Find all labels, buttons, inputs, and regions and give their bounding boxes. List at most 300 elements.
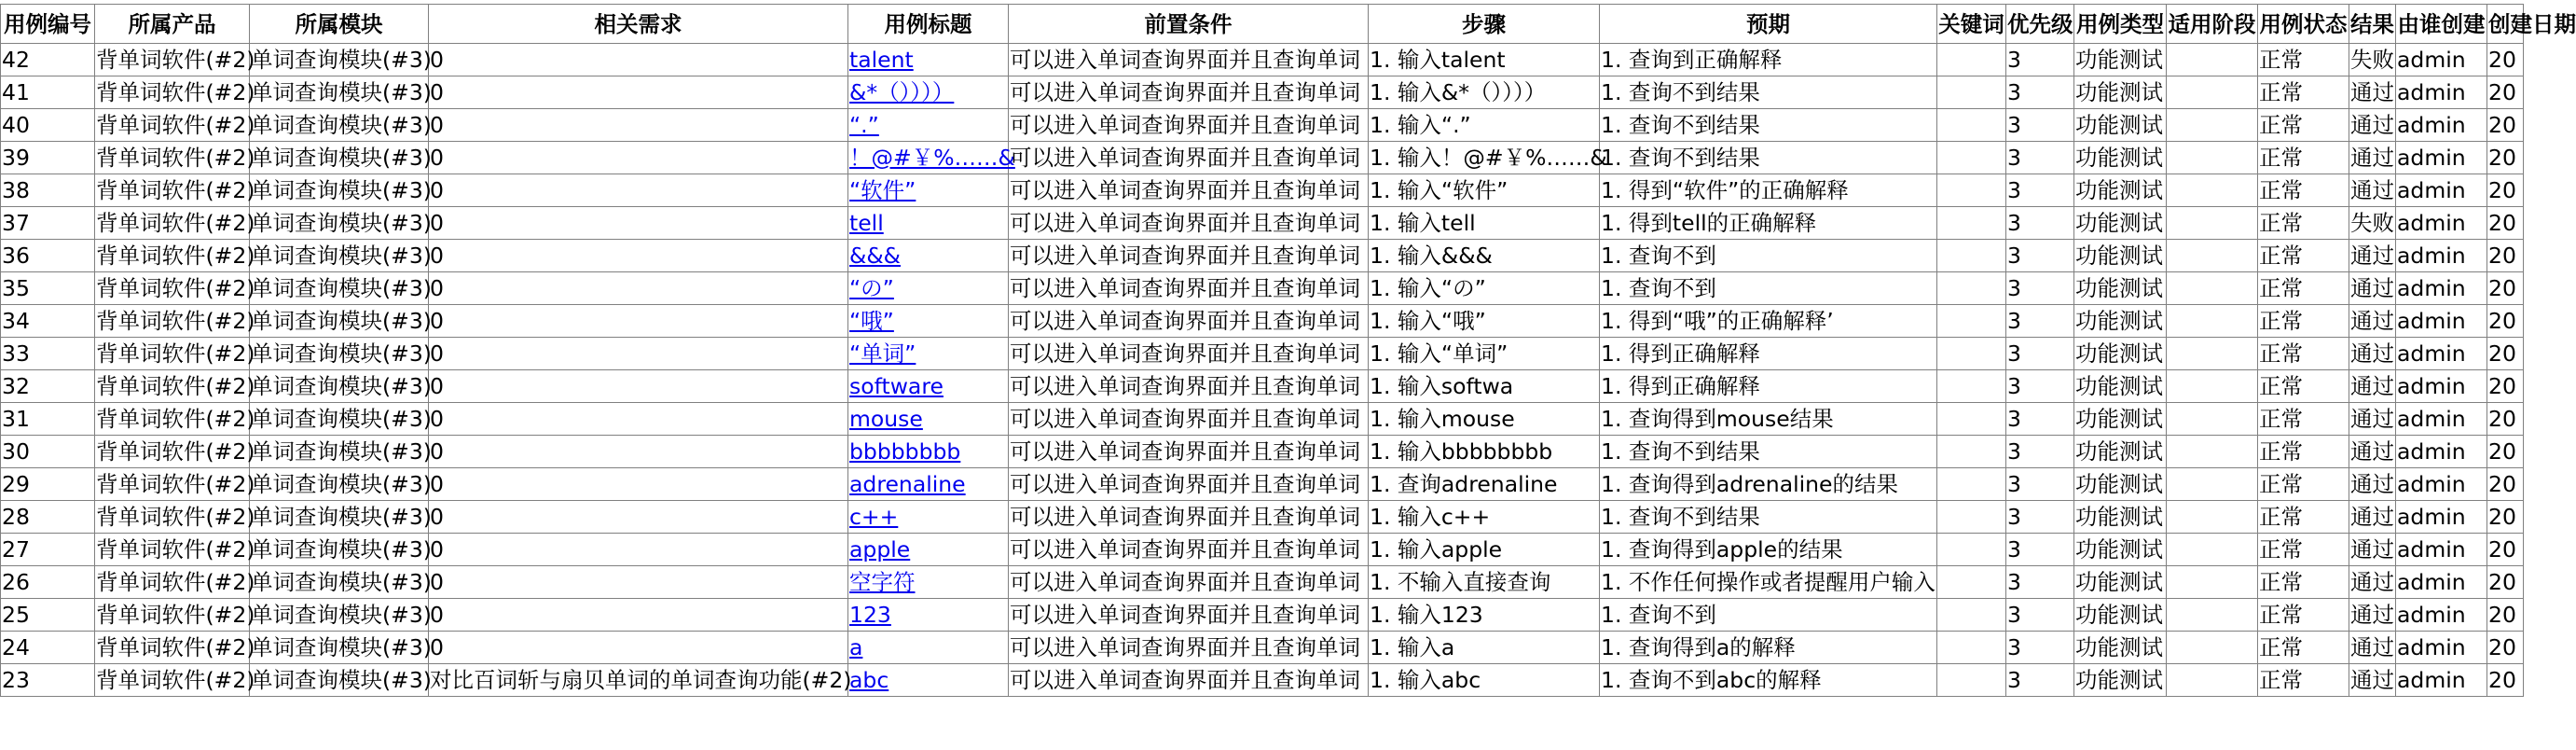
table-row [1,272,2524,305]
cell-case-id: 42 [1,44,95,76]
header-case-status[interactable]: 用例状态 [2258,5,2349,44]
cell-expected: 1. 得到“软件”的正确解释 [1600,174,1937,207]
case-title-link[interactable]: “の” [849,275,894,301]
cell-precondition: 可以进入单词查询界面并且查询单词 [1009,468,1369,501]
table-row [1,534,2524,566]
cell-case-status: 正常 [2258,599,2349,632]
cell-case-type: 功能测试 [2074,501,2167,534]
cell-created-date: 20 [2487,599,2524,632]
cell-steps: 1. 输入&*（）））） [1369,76,1600,109]
cell-created-date: 20 [2487,207,2524,240]
cell-requirement: 0 [429,272,848,305]
cell-stage [2167,632,2258,664]
cell-precondition: 可以进入单词查询界面并且查询单词 [1009,338,1369,370]
cell-case-status: 正常 [2258,76,2349,109]
cell-steps: 1. 输入abc [1369,664,1600,697]
table-row [1,403,2524,436]
cell-precondition: 可以进入单词查询界面并且查询单词 [1009,44,1369,76]
cell-module: 单词查询模块(#3) [250,370,429,403]
cell-precondition: 可以进入单词查询界面并且查询单词 [1009,76,1369,109]
case-title-link[interactable]: “.” [849,112,879,138]
case-title-link[interactable]: talent [849,47,914,73]
cell-case-id: 31 [1,403,95,436]
cell-steps: 1. 输入tell [1369,207,1600,240]
cell-created-by: admin [2396,632,2487,664]
case-title-link[interactable]: &*（）））） [849,79,955,105]
cell-priority: 3 [2006,632,2074,664]
cell-case-id: 28 [1,501,95,534]
cell-created-by: admin [2396,272,2487,305]
cell-case-title [848,566,1009,599]
cell-requirement: 0 [429,436,848,468]
cell-priority: 3 [2006,240,2074,272]
table-row [1,599,2524,632]
cell-steps: 1. 输入“软件” [1369,174,1600,207]
cell-priority: 3 [2006,599,2074,632]
cell-created-by: admin [2396,109,2487,142]
header-keywords[interactable]: 关键词 [1937,5,2006,44]
cell-stage [2167,468,2258,501]
table-row [1,436,2524,468]
header-expected[interactable]: 预期 [1600,5,1937,44]
cell-requirement: 0 [429,403,848,436]
cell-case-id: 26 [1,566,95,599]
cell-created-by: admin [2396,599,2487,632]
cell-stage [2167,109,2258,142]
cell-case-type: 功能测试 [2074,403,2167,436]
cell-stage [2167,142,2258,174]
header-precondition[interactable]: 前置条件 [1009,5,1369,44]
cell-case-status: 正常 [2258,142,2349,174]
cell-steps: 1. 不输入直接查询 [1369,566,1600,599]
table-row [1,305,2524,338]
cell-priority: 3 [2006,142,2074,174]
cell-case-status: 正常 [2258,305,2349,338]
cell-module: 单词查询模块(#3) [250,142,429,174]
cell-case-title [848,272,1009,305]
cell-created-date: 20 [2487,403,2524,436]
cell-priority: 3 [2006,403,2074,436]
table-row [1,142,2524,174]
case-title-link[interactable]: abc [849,667,889,693]
cell-created-date: 20 [2487,632,2524,664]
cell-case-status: 正常 [2258,370,2349,403]
cell-module: 单词查询模块(#3) [250,76,429,109]
cell-expected: 1. 查询不到结果 [1600,76,1937,109]
cell-stage [2167,599,2258,632]
cell-case-status: 正常 [2258,44,2349,76]
cell-expected: 1. 查询不到结果 [1600,142,1937,174]
cell-product: 背单词软件(#2) [95,76,250,109]
cell-steps: 1. 输入&&& [1369,240,1600,272]
cell-case-id: 30 [1,436,95,468]
cell-case-type: 功能测试 [2074,436,2167,468]
cell-stage [2167,76,2258,109]
cell-created-by: admin [2396,534,2487,566]
cell-case-title [848,534,1009,566]
cell-result: 通过 [2349,436,2396,468]
cell-expected: 1. 得到正确解释 [1600,338,1937,370]
case-title-link[interactable]: tell [849,210,884,236]
header-created-date[interactable]: 创建日期 [2487,5,2524,44]
cell-product: 背单词软件(#2) [95,305,250,338]
table-row [1,109,2524,142]
cell-steps: 1. 输入a [1369,632,1600,664]
case-title-link[interactable]: a [849,634,863,660]
cell-case-id: 23 [1,664,95,697]
cell-precondition: 可以进入单词查询界面并且查询单词 [1009,664,1369,697]
cell-precondition: 可以进入单词查询界面并且查询单词 [1009,174,1369,207]
cell-keywords [1937,109,2006,142]
cell-stage [2167,174,2258,207]
cell-product: 背单词软件(#2) [95,272,250,305]
cell-precondition: 可以进入单词查询界面并且查询单词 [1009,403,1369,436]
case-title-link[interactable]: “单词” [849,340,916,367]
cell-expected: 1. 查询得到apple的结果 [1600,534,1937,566]
cell-product: 背单词软件(#2) [95,207,250,240]
cell-requirement: 0 [429,468,848,501]
cell-keywords [1937,76,2006,109]
testcase-table [0,4,2576,697]
cell-result: 失败 [2349,44,2396,76]
cell-case-type: 功能测试 [2074,566,2167,599]
table-row [1,338,2524,370]
cell-created-by: admin [2396,664,2487,697]
cell-case-status: 正常 [2258,338,2349,370]
cell-case-id: 34 [1,305,95,338]
table-row [1,44,2524,76]
cell-priority: 3 [2006,370,2074,403]
cell-product: 背单词软件(#2) [95,174,250,207]
cell-created-date: 20 [2487,109,2524,142]
cell-created-by: admin [2396,501,2487,534]
cell-requirement: 0 [429,240,848,272]
cell-requirement: 对比百词斩与扇贝单词的单词查询功能(#2) [429,664,848,697]
cell-keywords [1937,632,2006,664]
header-result[interactable]: 结果 [2349,5,2396,44]
cell-expected: 1. 查询得到mouse结果 [1600,403,1937,436]
cell-keywords [1937,403,2006,436]
cell-steps: 1. 输入bbbbbbbb [1369,436,1600,468]
table-row [1,501,2524,534]
cell-result: 通过 [2349,305,2396,338]
cell-case-type: 功能测试 [2074,272,2167,305]
cell-case-id: 36 [1,240,95,272]
cell-keywords [1937,207,2006,240]
cell-result: 通过 [2349,109,2396,142]
cell-case-id: 32 [1,370,95,403]
header-stage[interactable]: 适用阶段 [2167,5,2258,44]
case-title-link[interactable]: &&& [849,243,901,269]
cell-case-title [848,370,1009,403]
cell-case-id: 37 [1,207,95,240]
cell-priority: 3 [2006,468,2074,501]
cell-created-date: 20 [2487,305,2524,338]
cell-result: 通过 [2349,272,2396,305]
cell-created-by: admin [2396,436,2487,468]
cell-module: 单词查询模块(#3) [250,566,429,599]
cell-module: 单词查询模块(#3) [250,436,429,468]
cell-case-type: 功能测试 [2074,76,2167,109]
cell-result: 通过 [2349,142,2396,174]
cell-case-type: 功能测试 [2074,370,2167,403]
cell-module: 单词查询模块(#3) [250,44,429,76]
cell-case-title [848,468,1009,501]
table-header-row [1,5,2524,44]
cell-module: 单词查询模块(#3) [250,501,429,534]
case-title-link[interactable]: c++ [849,504,899,530]
cell-result: 通过 [2349,468,2396,501]
cell-case-id: 27 [1,534,95,566]
cell-result: 通过 [2349,534,2396,566]
case-title-link[interactable]: 空字符 [849,569,916,595]
header-requirement[interactable]: 相关需求 [429,5,848,44]
cell-keywords [1937,468,2006,501]
cell-steps: 1. 查询adrenaline [1369,468,1600,501]
cell-requirement: 0 [429,501,848,534]
cell-result: 通过 [2349,632,2396,664]
case-title-link[interactable]: software [849,373,944,399]
cell-steps: 1. 输入apple [1369,534,1600,566]
cell-expected: 1. 查询不到 [1600,272,1937,305]
cell-precondition: 可以进入单词查询界面并且查询单词 [1009,534,1369,566]
cell-created-by: admin [2396,566,2487,599]
cell-case-title [848,436,1009,468]
cell-created-date: 20 [2487,44,2524,76]
cell-result: 通过 [2349,599,2396,632]
cell-created-date: 20 [2487,566,2524,599]
cell-case-title [848,44,1009,76]
cell-case-title [848,207,1009,240]
header-product[interactable]: 所属产品 [95,5,250,44]
cell-expected: 1. 得到“哦”的正确解释’ [1600,305,1937,338]
cell-priority: 3 [2006,534,2074,566]
cell-requirement: 0 [429,142,848,174]
cell-keywords [1937,174,2006,207]
cell-requirement: 0 [429,44,848,76]
cell-module: 单词查询模块(#3) [250,403,429,436]
cell-module: 单词查询模块(#3) [250,305,429,338]
cell-created-by: admin [2396,142,2487,174]
cell-steps: 1. 输入softwa [1369,370,1600,403]
cell-module: 单词查询模块(#3) [250,272,429,305]
cell-case-id: 25 [1,599,95,632]
cell-product: 背单词软件(#2) [95,370,250,403]
cell-precondition: 可以进入单词查询界面并且查询单词 [1009,501,1369,534]
cell-stage [2167,338,2258,370]
cell-case-status: 正常 [2258,109,2349,142]
cell-result: 通过 [2349,338,2396,370]
cell-precondition: 可以进入单词查询界面并且查询单词 [1009,305,1369,338]
cell-steps: 1. 输入“哦” [1369,305,1600,338]
cell-created-by: admin [2396,305,2487,338]
cell-result: 通过 [2349,403,2396,436]
cell-created-date: 20 [2487,468,2524,501]
cell-module: 单词查询模块(#3) [250,174,429,207]
cell-priority: 3 [2006,207,2074,240]
cell-keywords [1937,501,2006,534]
cell-created-date: 20 [2487,338,2524,370]
cell-case-type: 功能测试 [2074,599,2167,632]
cell-case-status: 正常 [2258,632,2349,664]
table-body [1,44,2524,697]
cell-precondition: 可以进入单词查询界面并且查询单词 [1009,436,1369,468]
cell-stage [2167,436,2258,468]
cell-stage [2167,534,2258,566]
cell-requirement: 0 [429,566,848,599]
cell-stage [2167,566,2258,599]
cell-precondition: 可以进入单词查询界面并且查询单词 [1009,566,1369,599]
cell-product: 背单词软件(#2) [95,566,250,599]
cell-product: 背单词软件(#2) [95,338,250,370]
cell-expected: 1. 查询不到结果 [1600,501,1937,534]
cell-product: 背单词软件(#2) [95,240,250,272]
cell-case-status: 正常 [2258,664,2349,697]
cell-created-by: admin [2396,338,2487,370]
cell-steps: 1. 输入！@#￥%……& [1369,142,1600,174]
cell-module: 单词查询模块(#3) [250,664,429,697]
cell-result: 失败 [2349,207,2396,240]
case-title-link[interactable]: 123 [849,602,891,628]
cell-created-by: admin [2396,403,2487,436]
cell-precondition: 可以进入单词查询界面并且查询单词 [1009,599,1369,632]
cell-expected: 1. 查询到正确解释 [1600,44,1937,76]
cell-priority: 3 [2006,109,2074,142]
cell-priority: 3 [2006,436,2074,468]
cell-precondition: 可以进入单词查询界面并且查询单词 [1009,240,1369,272]
cell-case-id: 35 [1,272,95,305]
header-created-by[interactable]: 由谁创建 [2396,5,2487,44]
cell-created-date: 20 [2487,664,2524,697]
table-row [1,664,2524,697]
cell-stage [2167,403,2258,436]
cell-case-id: 29 [1,468,95,501]
cell-expected: 1. 查询不到 [1600,599,1937,632]
cell-expected: 1. 查询得到adrenaline的结果 [1600,468,1937,501]
table-row [1,566,2524,599]
cell-created-by: admin [2396,207,2487,240]
cell-priority: 3 [2006,501,2074,534]
cell-precondition: 可以进入单词查询界面并且查询单词 [1009,632,1369,664]
cell-created-by: admin [2396,468,2487,501]
cell-product: 背单词软件(#2) [95,534,250,566]
header-case-id[interactable]: 用例编号 [1,5,95,44]
header-module[interactable]: 所属模块 [250,5,429,44]
cell-requirement: 0 [429,76,848,109]
cell-case-status: 正常 [2258,240,2349,272]
cell-keywords [1937,599,2006,632]
header-case-type[interactable]: 用例类型 [2074,5,2167,44]
cell-keywords [1937,436,2006,468]
cell-keywords [1937,664,2006,697]
cell-requirement: 0 [429,207,848,240]
cell-module: 单词查询模块(#3) [250,534,429,566]
header-steps[interactable]: 步骤 [1369,5,1600,44]
cell-expected: 1. 不作任何操作或者提醒用户输入 [1600,566,1937,599]
cell-case-status: 正常 [2258,501,2349,534]
cell-expected: 1. 查询不到abc的解释 [1600,664,1937,697]
cell-priority: 3 [2006,305,2074,338]
case-title-link[interactable]: “软件” [849,177,916,203]
cell-created-date: 20 [2487,534,2524,566]
cell-keywords [1937,534,2006,566]
cell-expected: 1. 查询不到结果 [1600,109,1937,142]
cell-case-title [848,501,1009,534]
cell-module: 单词查询模块(#3) [250,338,429,370]
cell-precondition: 可以进入单词查询界面并且查询单词 [1009,142,1369,174]
cell-stage [2167,240,2258,272]
cell-expected: 1. 查询不到 [1600,240,1937,272]
cell-product: 背单词软件(#2) [95,664,250,697]
cell-created-by: admin [2396,240,2487,272]
cell-requirement: 0 [429,338,848,370]
cell-case-title [848,174,1009,207]
cell-keywords [1937,338,2006,370]
cell-case-title [848,142,1015,174]
cell-result: 通过 [2349,76,2396,109]
cell-case-title [848,109,1009,142]
cell-result: 通过 [2349,370,2396,403]
cell-case-id: 40 [1,109,95,142]
header-priority[interactable]: 优先级 [2006,5,2074,44]
cell-case-id: 39 [1,142,95,174]
case-title-link[interactable]: ！@#￥%……& [849,145,1015,171]
cell-requirement: 0 [429,370,848,403]
cell-steps: 1. 输入123 [1369,599,1600,632]
cell-case-id: 24 [1,632,95,664]
cell-product: 背单词软件(#2) [95,109,250,142]
cell-keywords [1937,305,2006,338]
table-row [1,174,2524,207]
case-title-link[interactable]: apple [849,536,911,562]
cell-product: 背单词软件(#2) [95,599,250,632]
cell-keywords [1937,370,2006,403]
cell-stage [2167,370,2258,403]
cell-created-date: 20 [2487,501,2524,534]
cell-priority: 3 [2006,44,2074,76]
cell-keywords [1937,240,2006,272]
table-row [1,370,2524,403]
case-title-link[interactable]: “哦” [849,308,894,334]
case-title-link[interactable]: bbbbbbbb [849,438,961,465]
cell-product: 背单词软件(#2) [95,501,250,534]
cell-case-status: 正常 [2258,207,2349,240]
cell-requirement: 0 [429,109,848,142]
case-title-link[interactable]: adrenaline [849,471,966,497]
cell-requirement: 0 [429,534,848,566]
cell-created-date: 20 [2487,436,2524,468]
cell-result: 通过 [2349,501,2396,534]
cell-case-type: 功能测试 [2074,338,2167,370]
cell-module: 单词查询模块(#3) [250,240,429,272]
cell-case-type: 功能测试 [2074,174,2167,207]
cell-stage [2167,501,2258,534]
cell-precondition: 可以进入单词查询界面并且查询单词 [1009,207,1369,240]
cell-case-type: 功能测试 [2074,240,2167,272]
cell-case-title [848,403,1009,436]
cell-result: 通过 [2349,174,2396,207]
case-title-link[interactable]: mouse [849,406,923,432]
cell-module: 单词查询模块(#3) [250,109,429,142]
header-case-title[interactable]: 用例标题 [848,5,1009,44]
cell-case-type: 功能测试 [2074,468,2167,501]
table-row [1,207,2524,240]
cell-created-by: admin [2396,76,2487,109]
cell-requirement: 0 [429,305,848,338]
cell-case-status: 正常 [2258,534,2349,566]
cell-case-status: 正常 [2258,566,2349,599]
table-row [1,240,2524,272]
